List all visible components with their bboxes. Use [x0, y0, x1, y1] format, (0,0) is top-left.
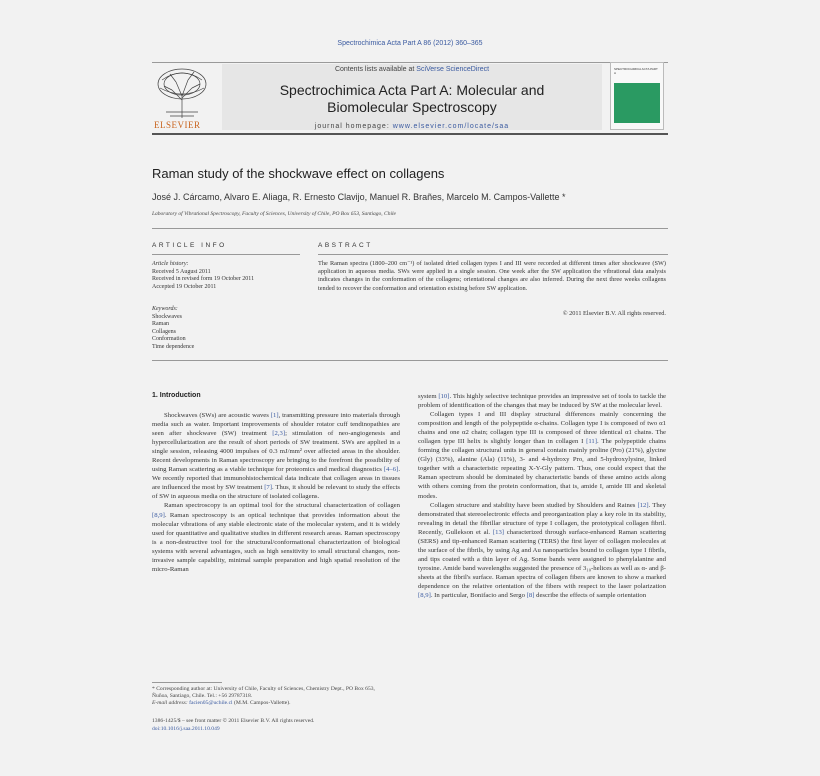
contents-line: [222, 66, 602, 73]
citation-link[interactable]: [8]: [526, 592, 535, 600]
section-heading-introduction: 1. Introduction: [152, 392, 201, 399]
article-title: Raman study of the shockwave effect on collagens: [152, 166, 445, 181]
footnote-rule: [152, 682, 222, 683]
citation-link[interactable]: [1]: [270, 412, 279, 419]
keywords-label: Keywords:: [152, 306, 178, 312]
contents-prefix: Contents lists available at: [334, 66, 417, 73]
paragraph: system [10]. This highly selective technique provides an impressive set of tools to tackle the problem of identification of the changes that may be induced by SW at the molecular level.: [418, 393, 667, 410]
paragraph: Shockwaves (SWs) are acoustic waves [1], transmitting pressure into materials through media such as water. Important improvements of shoulder rotator cuff tendinopathies are seen after shockwave (SW) treatment [2,3]; stimulation of neo-angiogenesis and hypercellularization are the result of short periods of SW treatment. SWs are applied in a single session, releasing 4000 impulses of 0.3 mJ/mm² over affected areas in the shoulder. Recent developments in Raman spectroscopy are bringing to the forefront the possibility of using Raman scattering as a viable technique for proteomics and medical diagnostics [4–6]. We recently reported that immunohistochemical data indicate that collagen areas in tissues are influenced the most by SW treatment [7]. Thus, it should be relevant to study the effects of SW in aqueous media on the structure of isolated collagens.: [152, 412, 400, 501]
journal-reference[interactable]: Spectrochimica Acta Part A 86 (2012) 360–365: [337, 40, 483, 47]
corresponding-author: * Corresponding author at: University of Chile, Faculty of Sciences, Chemistry Dept., PO Box 653, Ñuñoa, Santiago, Chile. Tel.: +56 29787318.: [152, 686, 375, 699]
journal-title-line2: Biomolecular Spectroscopy: [327, 99, 497, 115]
issn-line: 1386-1425/$ – see front matter © 2011 Elsevier B.V. All rights reserved.: [152, 718, 315, 724]
email-line: E-mail address: facien05@uchile.cl (M.M. Campos-Vallette).: [152, 700, 291, 706]
citation-link[interactable]: [13]: [492, 528, 505, 536]
divider-mid: [152, 360, 668, 361]
citation-link[interactable]: [2,3]: [272, 430, 286, 438]
body-right-column: [418, 392, 666, 600]
homepage-link[interactable]: www.elsevier.com/locate/saa: [392, 123, 510, 130]
body-left-column: [152, 411, 400, 574]
history-label: Article history:: [152, 261, 189, 267]
cover-title: SPECTROCHIMICA ACTA PART A: [614, 67, 658, 75]
citation-link[interactable]: [7]: [264, 484, 272, 492]
journal-homepage: [222, 123, 602, 130]
history-accepted: Accepted 19 October 2011: [152, 283, 217, 290]
divider-top: [152, 228, 668, 229]
publisher-name: ELSEVIER: [154, 120, 201, 130]
abstract-rule: [318, 254, 668, 255]
article-authors: José J. Cárcamo, Alvaro E. Aliaga, R. Ernesto Clavijo, Manuel R. Brañes, Marcelo M. Campos-Vallette *: [152, 192, 566, 202]
cover-green-band: [614, 83, 660, 123]
citation-link[interactable]: [12]: [637, 501, 649, 509]
journal-title: [222, 82, 602, 116]
abstract-text: The Raman spectra (1800–200 cm⁻¹) of isolated dried collagen types I and III were recorded at different times after shockwave (SW) application in aqueous media. SWs were applied in a single session. One week after the SW application the vibrational data analysis indicates changes in the conformation of the collagens; orientational changes are also inferred. During the next three weeks collagens tended to recover the conformation and orientation existing before SW application.: [318, 260, 666, 292]
journal-title-line1: Spectrochimica Acta Part A: Molecular and: [279, 82, 545, 98]
keyword-item: Raman: [152, 321, 169, 327]
paragraph: Collagen structure and stability have been studied by Shoulders and Raines [12]. They demonstrated that stereoelectronic effects and preorganization play a key role in its stability, revealing in detail the fibrillar structure of type I collagen, the prototypical collagen fibril. Recently, Gullekson et al. [13] characterized through surface-enhanced Raman scattering (SERS) and tip-enhanced Raman scattering (TERS) the first layer of collagen molecules at the surface of the fibrils, by using Ag and Au nanoparticles bound to collagen type I fibrils, and tips coated with a thin layer of Ag. Some bands were assigned to phenylalanine and tyrosine. Amide band wavelengths suggested the presence of 3₁₀-helices as well as α- and β-sheets at the fibril's surface. Raman spectra of collagen fibers are known to show a marked dependence on the relative orientation of the fibers with respect to the laser polarization [8,9]. In particular, Bonifacio and Sergo [8] describe the effects of sample orientation: [418, 501, 666, 600]
keyword-item: Conformation: [152, 336, 186, 342]
issn-block: [152, 718, 392, 733]
keyword-item: Time dependence: [152, 343, 195, 350]
paragraph: Raman spectroscopy is an optimal tool for the structural characterization of collagen [8,9]. Raman spectroscopy is an optical technique that provides information about the molecular vibrations of any stable electronic state of the molecular system, and it is widely used for quantitative and qualitative studies in different research areas. Raman spectroscopy is a non-destructive tool for the structural/conformational characterization of biological systems with several advantages, such as high sensitivity to small structural changes, non-invasive sample capability, minimal sample preparation and high spatial resolution of the micro-Raman: [152, 502, 400, 573]
article-history: [152, 261, 302, 291]
doi-link[interactable]: doi:10.1016/j.saa.2011.10.049: [152, 725, 220, 732]
abstract-heading: ABSTRACT: [318, 242, 373, 249]
author-affiliation: Laboratory of Vibrational Spectroscopy, Faculty of Sciences, University of Chile, PO Box 653, Santiago, Chile: [152, 211, 396, 217]
journal-cover-thumbnail: [610, 62, 664, 130]
email-link[interactable]: facien05@uchile.cl: [189, 700, 233, 706]
keywords-block: [152, 306, 302, 351]
abstract-copyright: © 2011 Elsevier B.V. All rights reserved.: [562, 310, 666, 317]
history-revised: Received in revised form 19 October 2011: [152, 276, 255, 282]
citation-link[interactable]: [4–6]: [383, 466, 399, 474]
article-info-rule: [152, 254, 300, 255]
keyword-item: Shockwaves: [152, 313, 182, 320]
article-info-heading: ARTICLE INFO: [152, 242, 227, 249]
citation-link[interactable]: [8,9]: [152, 511, 165, 519]
elsevier-logo: [152, 66, 212, 132]
sciencedirect-link[interactable]: SciVerse ScienceDirect: [416, 66, 490, 73]
citation-link[interactable]: [10]: [438, 393, 450, 400]
citation-link[interactable]: [8,9]: [418, 592, 431, 600]
keyword-item: Collagens: [152, 328, 176, 335]
homepage-prefix: journal homepage:: [314, 123, 393, 130]
citation-link[interactable]: [11]: [586, 438, 598, 446]
elsevier-tree-icon: [152, 66, 212, 120]
corresponding-author-footnote: [152, 686, 392, 707]
paragraph: Collagen types I and III display structural differences mainly concerning the composition and length of the polypeptide α-chains. Collagen type I is composed of two α1 chains and one α2 chain; collagen type III is composed of three identical α1 chains. The collagen type III helix is slightly longer than in collagen I [11]. The polypeptide chains forming the collagen structural units in general contain mainly proline (Pro) (21%), glycine (Gly) (33%), alanine (Ala) (11%), 3- and 4-hydroxy Pro, and 5-hydroxylysine, linked together with a characteristic repeating X-Y-Gly pattern. Thus, one could expect that the Raman spectrum should be dominated by characteristic bands of these amino acids along with others coming from the protein conformation, that is, amide I, amide III and skeletal modes.: [418, 411, 666, 500]
history-received: Received 5 August 2011: [152, 268, 211, 275]
